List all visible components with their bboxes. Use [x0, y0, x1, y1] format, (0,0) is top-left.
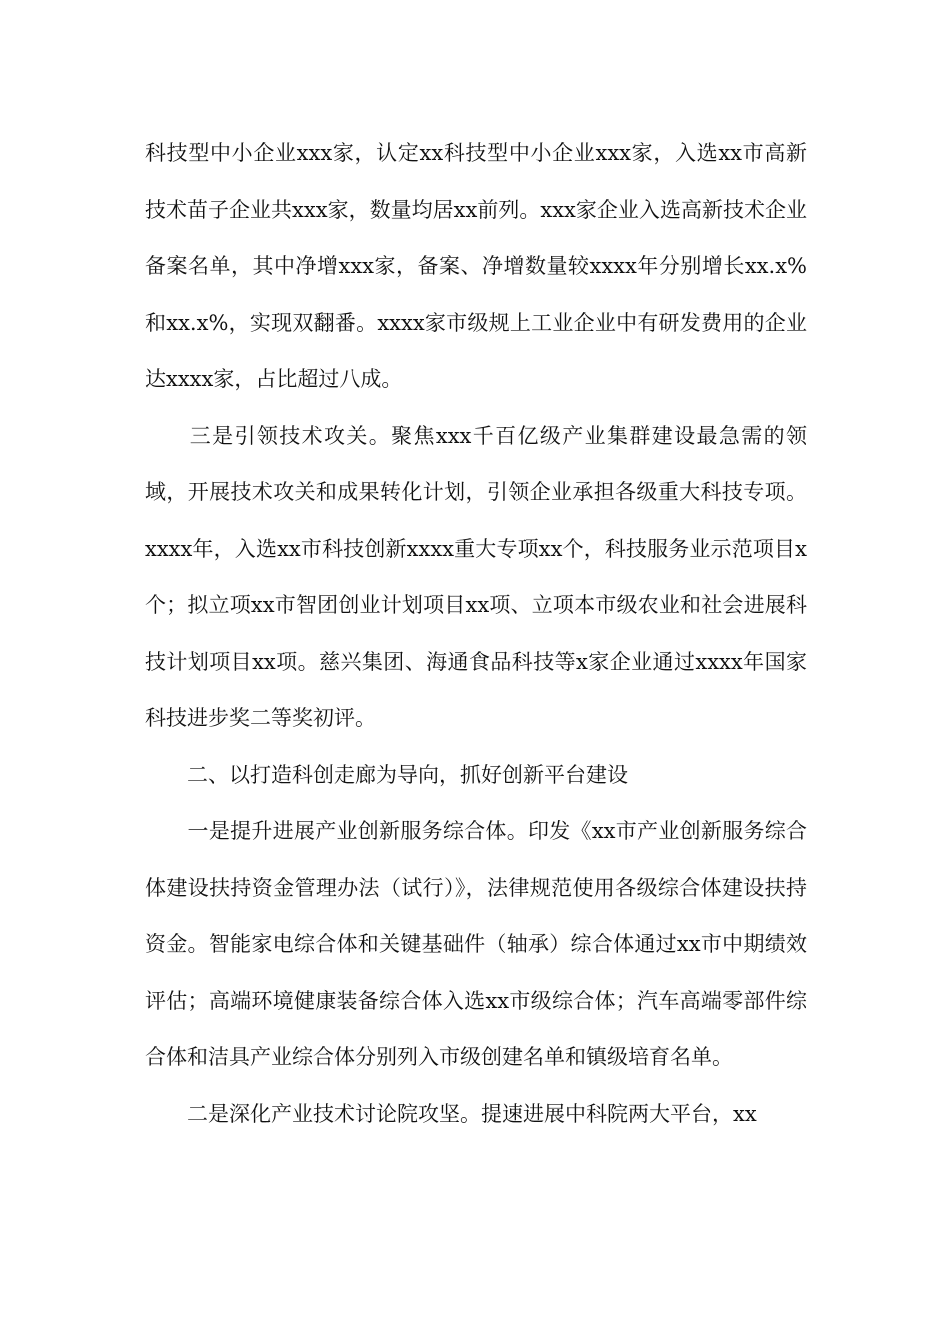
paragraph-tech-breakthrough: 三是引领技术攻关。聚焦xxx千百亿级产业集群建设最急需的领域，开展技术攻关和成果转化计划，引领企业承担各级重大科技专项。xxxx年，入选xx市科技创新xxxx重大专项xx个，科技服务业示范项目x个；拟立项xx市智团创业计划项目xx项、立项本市级农业和社会进展科技计划项目xx项。慈兴集团、海通食品科技等x家企业通过xxxx年国家科技进步奖二等奖初评。: [145, 423, 807, 730]
paragraph-service-complex: 一是提升进展产业创新服务综合体。印发《xx市产业创新服务综合体建设扶持资金管理办法（试行）》，法律规范使用各级综合体建设扶持资金。智能家电综合体和关键基础件（轴承）综合体通过xx市中期绩效评估；高端环境健康装备综合体入选xx市级综合体；汽车高端零部件综合体和洁具产业综合体分别列入市级创建名单和镇级培育名单。: [145, 819, 807, 1069]
paragraph-tech-enterprises: 科技型中小企业xxx家，认定xx科技型中小企业xxx家，入选xx市高新技术苗子企业共xxx家，数量均居xx前列。xxx家企业入选高新技术企业备案名单，其中净增xxx家，备案、净增数量较xxxx年分别增长xx.x%和xx.x%，实现双翻番。xxxx家市级规上工业企业中有研发费用的企业达xxxx家，占比超过八成。: [145, 141, 807, 391]
section-heading-innovation-platform: 二、以打造科创走廊为导向，抓好创新平台建设: [145, 762, 628, 787]
paragraph-research-institute: 二是深化产业技术讨论院攻坚。提速进展中科院两大平台，xx: [145, 1101, 757, 1126]
document-body: [145, 125, 807, 1142]
